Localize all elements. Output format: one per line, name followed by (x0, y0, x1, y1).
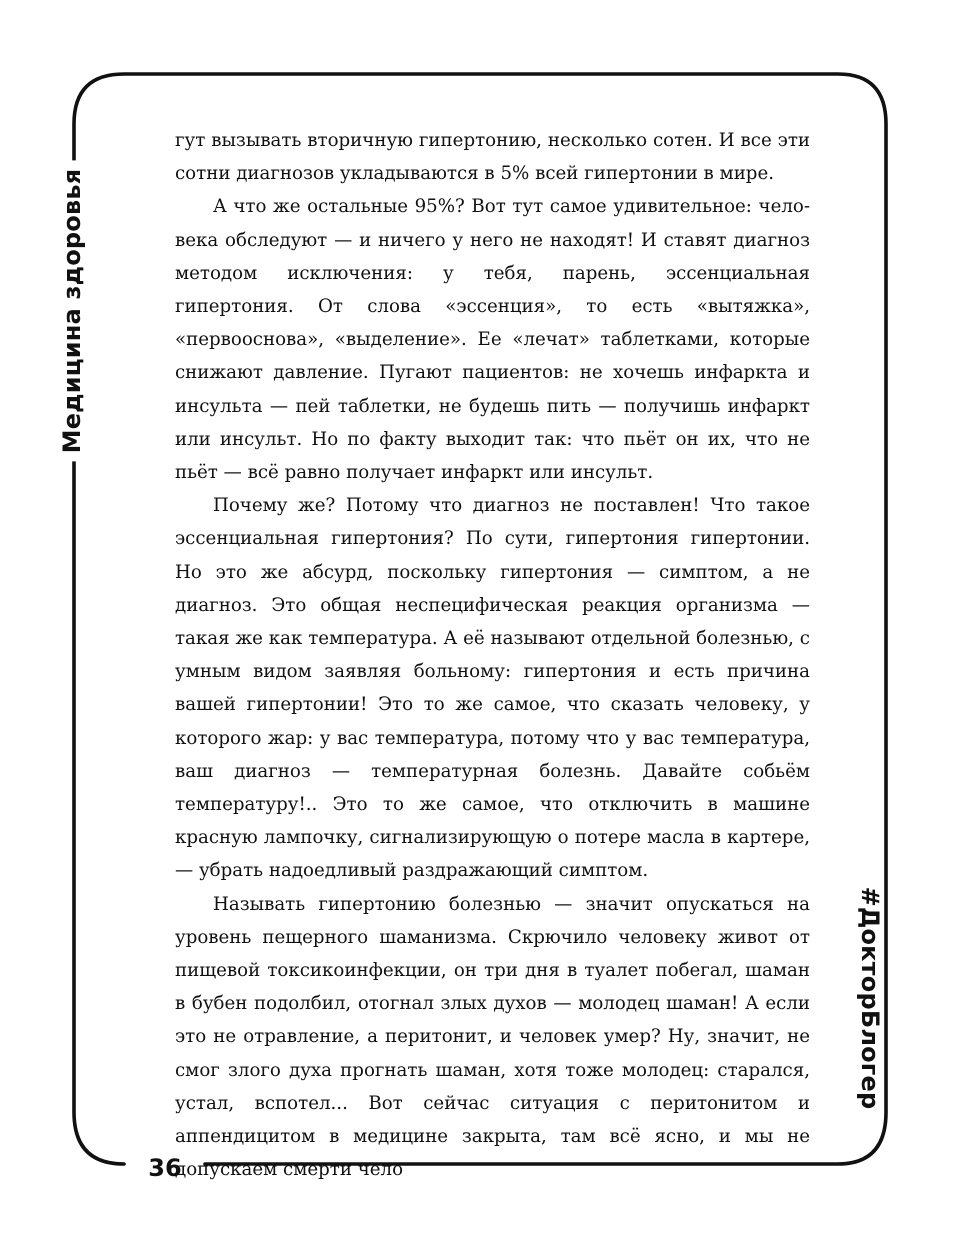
side-label-left: Медицина здоровья (60, 161, 84, 462)
paragraph-2: А что же остальные 95%? Вот тут самое удивительное: человека обследуют — и ничего у него не находят! И ставят диагноз методом исключения: у тебя, парень, эссенциальная гипертония. От слова «эссенция», то есть «вытяжка», «первооснова», «выделение». Ее «лечат» таблетками, которые снижают давление. Пугают пациентов: не хочешь инфаркта и инсульта — пей таблетки, не будешь пить — получишь инфаркт или инсульт. Но по факту выходит так: что пьёт он их, что не пьёт — всё равно получает инфаркт или инсульт. (175, 196, 810, 484)
side-label-right: #ДокторБлогер (858, 879, 882, 1118)
paragraph-1: гут вызывать вторичную гипертонию, несколько сотен. И все эти сотни диагнозов укладываются в 5% всей гипертонии в мире. (175, 130, 810, 185)
page-number: 36 (142, 1150, 188, 1186)
body-text (175, 124, 810, 1187)
paragraph-4: Называть гипертонию болезнью — значит опускаться на уровень пещерного шаманизма. Скрючило человеку живот от пищевой токсикоинфекции, он три дня в туалет побегал, шаман в бубен подолбил, отогнал злых духов — молодец шаман! А если это не отравление, а перитонит, и человек умер? Ну, значит, не смог злого духа прогнать шаман, хотя тоже молодец: старался, устал, вспотел... Вот сейчас ситуация с перитонитом и аппендицитом в медицине закрыта, там всё ясно, и мы не допускаем смерти чело (175, 893, 810, 1181)
paragraph-3: Почему же? Потому что диагноз не поставлен! Что такое эссенциальная гипертония? По сути, гипертония гипертонии. Но это же абсурд, поскольку гипертония — симптом, а не диагноз. Это общая неспецифическая реакция организма — такая же как температура. А её называют отдельной болезнью, с умным видом заявляя больному: гипертония и есть причина вашей гипертонии! Это то же самое, что сказать человеку, у которого жар: у вас температура, потому что у вас температура, ваш диагноз — температурная болезнь. Давайте собьём температуру!.. Это то же самое, что отключить в машине красную лампочку, сигнализирующую о потере масла в картере, — убрать надоедливый раздражающий симптом. (175, 495, 810, 882)
